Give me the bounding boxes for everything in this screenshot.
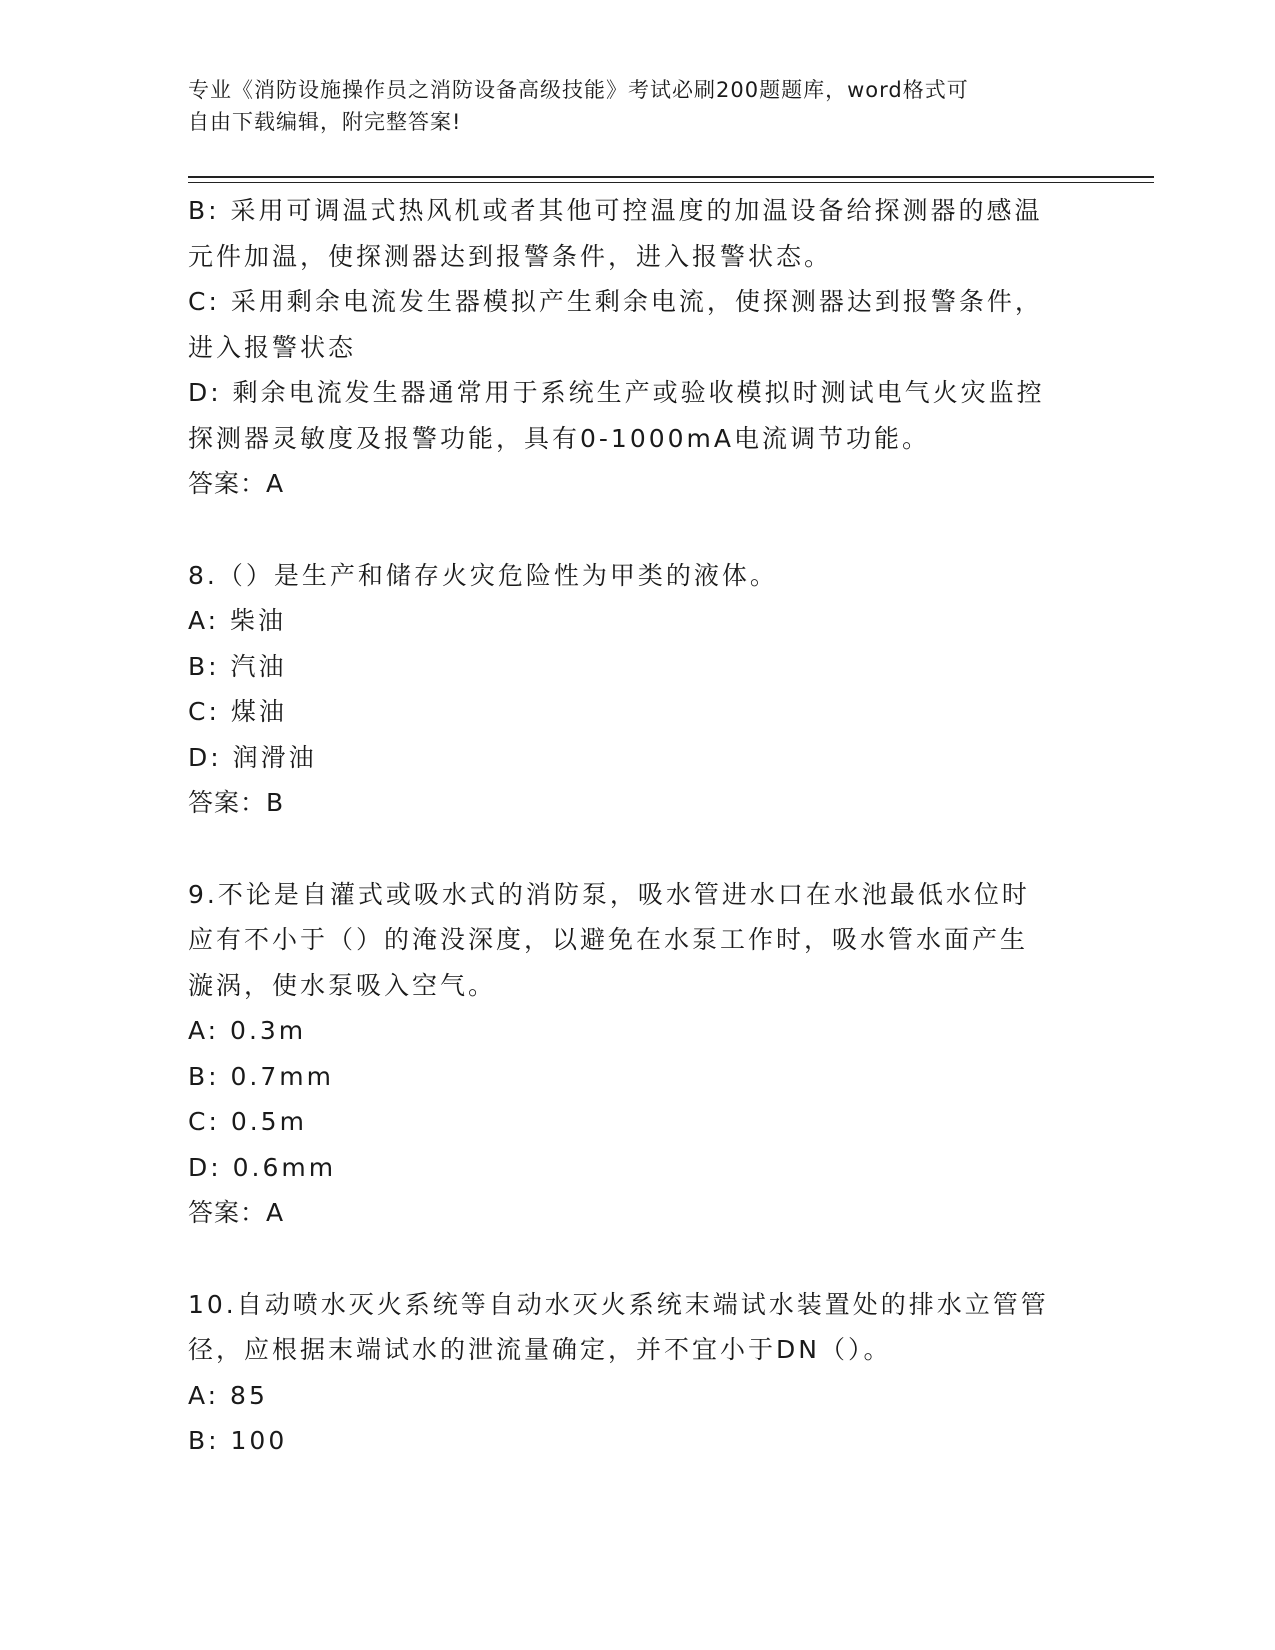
q9-option-d: D: 0.6mm <box>188 1152 337 1182</box>
q7-option-b-line-2: 元件加温，使探测器达到报警条件，进入报警状态。 <box>188 241 833 271</box>
q10-option-a: A: 85 <box>188 1380 268 1410</box>
q8-stem: 8.（）是生产和储存火灾危险性为甲类的液体。 <box>188 560 778 590</box>
q9-stem-line-3: 漩涡，使水泵吸入空气。 <box>188 970 497 1000</box>
header-line-2: 自由下载编辑，附完整答案! <box>188 110 462 134</box>
q8-option-a: A: 柴油 <box>188 606 287 635</box>
q9-option-a: A: 0.3m <box>188 1016 307 1045</box>
question-content <box>188 188 1088 1464</box>
question-8 <box>188 553 1088 826</box>
q8-option-b: B: 汽油 <box>188 651 287 681</box>
header-divider-thin <box>188 182 1154 183</box>
question-10 <box>188 1282 1088 1464</box>
q9-option-b: B: 0.7mm <box>188 1061 334 1091</box>
q7-option-d-line-2: 探测器灵敏度及报警功能，具有0-1000mA电流调节功能。 <box>188 423 931 453</box>
q8-answer: 答案：B <box>188 788 285 817</box>
document-header <box>188 74 1078 138</box>
q8-option-d: D: 润滑油 <box>188 742 317 772</box>
q7-option-c-line-1: C: 采用剩余电流发生器模拟产生剩余电流，使探测器达到报警条件， <box>188 287 1043 316</box>
q9-option-c: C: 0.5m <box>188 1107 307 1136</box>
header-divider-thick <box>188 176 1154 178</box>
question-7-continuation <box>188 188 1088 507</box>
q9-stem-line-1: 9.不论是自灌式或吸水式的消防泵，吸水管进水口在水池最低水位时 <box>188 879 1030 909</box>
q9-stem-line-2: 应有不小于（）的淹没深度，以避免在水泵工作时，吸水管水面产生 <box>188 925 1029 954</box>
q7-answer: 答案：A <box>188 469 285 498</box>
header-line-1: 专业《消防设施操作员之消防设备高级技能》考试必刷200题题库，word格式可 <box>188 78 969 102</box>
q9-answer: 答案：A <box>188 1198 285 1227</box>
q8-option-c: C: 煤油 <box>188 697 287 726</box>
q10-stem-line-2: 径，应根据末端试水的泄流量确定，并不宜小于DN（）。 <box>188 1335 892 1364</box>
q7-option-d-line-1: D: 剩余电流发生器通常用于系统生产或验收模拟时测试电气火灾监控 <box>188 378 1045 407</box>
q10-option-b: B: 100 <box>188 1426 288 1455</box>
question-9 <box>188 872 1088 1236</box>
q7-option-b-line-1: B: 采用可调温式热风机或者其他可控温度的加温设备给探测器的感温 <box>188 196 1043 225</box>
q7-option-c-line-2: 进入报警状态 <box>188 332 357 362</box>
q10-stem-line-1: 10.自动喷水灭火系统等自动水灭火系统末端试水装置处的排水立管管 <box>188 1289 1049 1319</box>
